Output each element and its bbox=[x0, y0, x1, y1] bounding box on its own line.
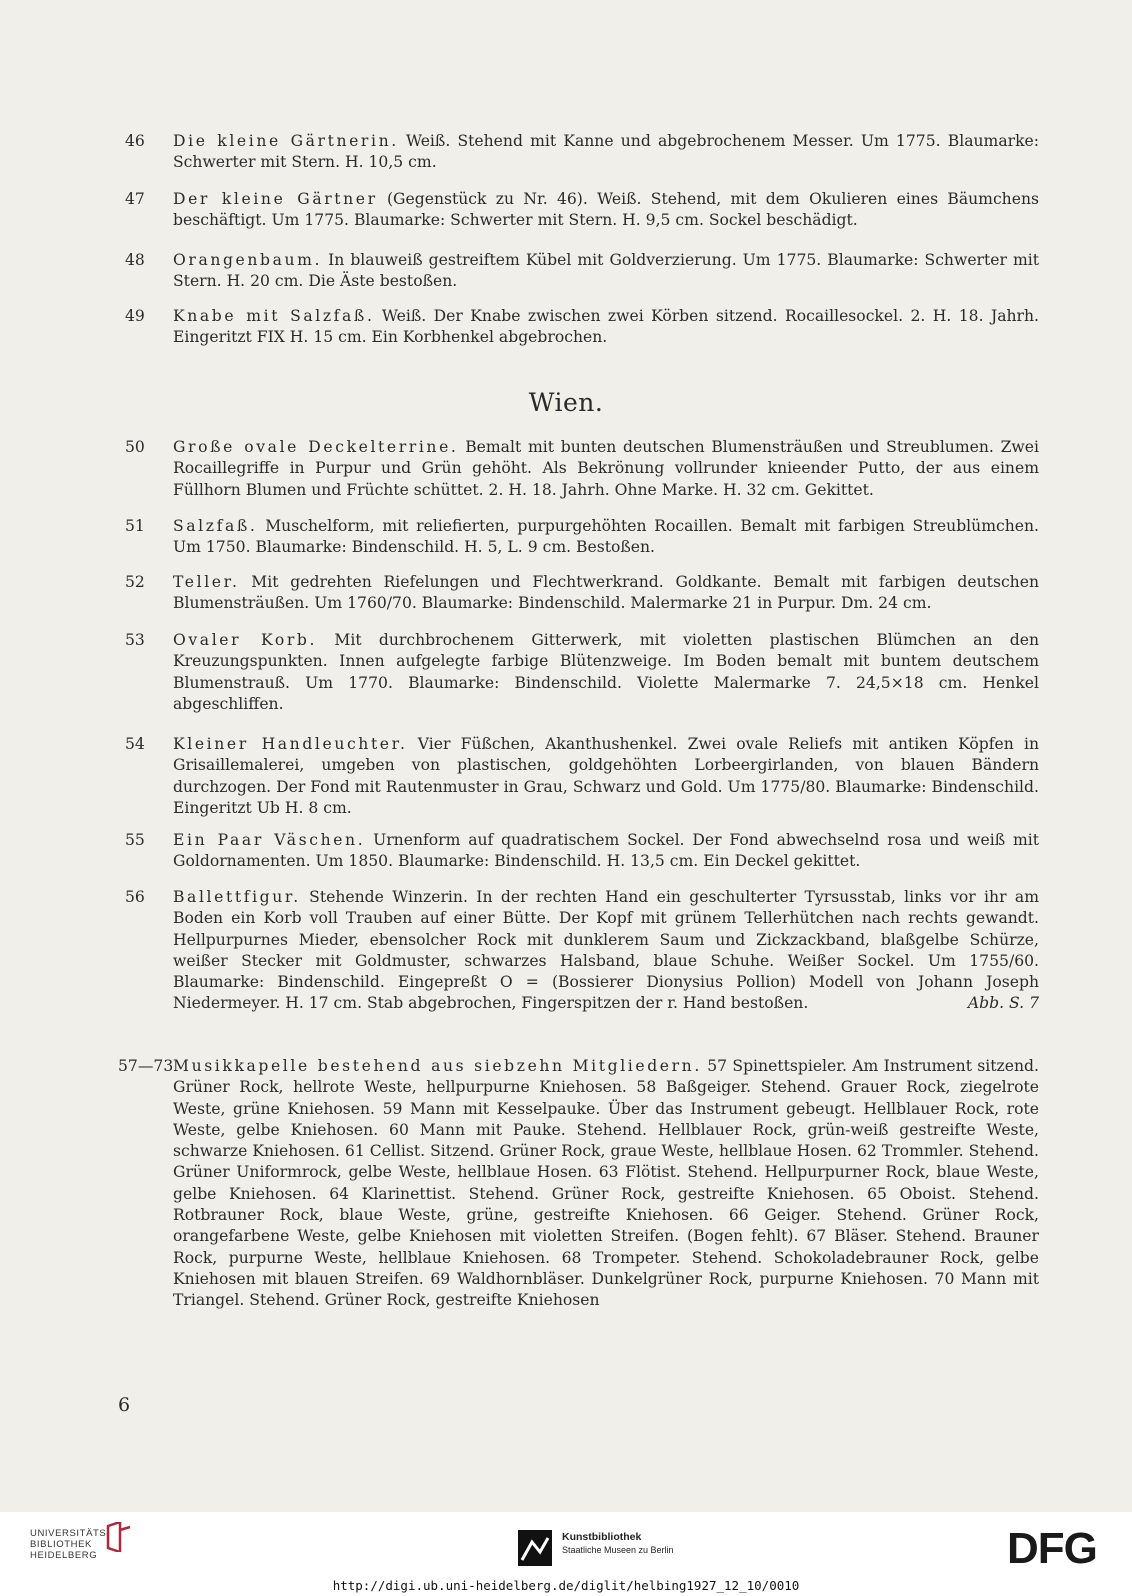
entry-title: Musikkapelle bestehend aus siebzehn Mitgliedern. bbox=[173, 1057, 702, 1075]
university-library-label bbox=[30, 1528, 110, 1561]
entry-number: 49 bbox=[125, 307, 145, 325]
entry-number: 50 bbox=[125, 438, 145, 456]
entry-description: Muschelform, mit reliefierten, purpurgehöhten Rocaillen. Bemalt mit farbigen Streublümchen. Um 1750. Blaumarke: Bindenschild. H. 5, L. 9 cm. Bestoßen. bbox=[173, 517, 1039, 557]
entry-number: 47 bbox=[125, 190, 145, 208]
university-line: HEIDELBERG bbox=[30, 1550, 98, 1561]
entry-number: 56 bbox=[125, 888, 145, 906]
entry-number: 46 bbox=[125, 132, 145, 150]
entry-text bbox=[173, 437, 1039, 501]
entry-text bbox=[173, 572, 1039, 615]
entry-number: 48 bbox=[125, 251, 145, 269]
entry-title: Ein Paar Väschen. bbox=[173, 831, 366, 849]
entry-description: Mit gedrehten Riefelungen und Flechtwerkrand. Goldkante. Bemalt mit farbigen deutschen Blumensträußen. Um 1760/70. Blaumarke: Bindenschild. Malermarke 21 in Purpur. Dm. 24 cm. bbox=[173, 573, 1039, 613]
university-line: UNIVERSITÄTS- bbox=[30, 1528, 111, 1539]
entry-text bbox=[173, 1056, 1039, 1312]
entry-text bbox=[173, 830, 1039, 873]
entry-description: 57 Spinettspieler. Am Instrument sitzend. Grüner Rock, hellrote Weste, hellpurpurne Kniehosen. 58 Baßgeiger. Stehend. Grauer Rock, ziegelrote Weste, grüne Kniehosen. 59 Mann mit Kesselpauke. Über das Instrument gebeugt. Hellblauer Rock, rote Weste, gelbe Kniehosen. 60 Mann mit Pauke. Stehend. Hellblauer Rock, grün-weiß gestreifte Weste, schwarze Kniehosen. 61 Cellist. Sitzend. Grüner Rock, graue Weste, hellblaue Hosen. 62 Trommler. Stehend. Grüner Uniformrock, gelbe Weste, hellblaue Hosen. 63 Flötist. Stehend. Hellpurpurner Rock, blaue Weste, gelbe Kniehosen. 64 Klarinettist. Stehend. Grüner Rock, gestreifte Kniehosen. 65 Oboist. Stehend. Rotbrauner Rock, blaue Weste, grüne, gestreifte Kniehosen. 66 Geiger. Stehend. Grüner Rock, orangefarbene Weste, gelbe Kniehosen mit violetten Streifen. (Bogen fehlt). 67 Bläser. Stehend. Brauner Rock, purpurne Weste, hellblaue Kniehosen. 68 Trompeter. Stehend. Schokoladebrauner Rock, gelbe Kniehosen mit blauen Streifen. 69 Waldhornbläser. Dunkelgrüner Rock, purpurne Kniehosen. 70 Mann mit Triangel. Stehend. Grüner Rock, gestreifte Kniehosen bbox=[173, 1057, 1039, 1310]
entry-number: 51 bbox=[125, 517, 145, 535]
kunstbibliothek-logo-icon bbox=[518, 1530, 552, 1566]
permalink-url[interactable]: http://digi.ub.uni-heidelberg.de/diglit/helbing1927_12_10/0010 bbox=[332, 1578, 800, 1593]
entry-text bbox=[173, 131, 1039, 174]
entry-text bbox=[173, 250, 1039, 293]
entry-title: Teller. bbox=[173, 573, 240, 591]
entry-title: Orangenbaum. bbox=[173, 251, 323, 269]
kunstbibliothek-label bbox=[562, 1531, 674, 1556]
library-title: Kunstbibliothek bbox=[562, 1531, 642, 1543]
entry-title: Ovaler Korb. bbox=[173, 631, 318, 649]
entry-title: Salzfaß. bbox=[173, 517, 258, 535]
library-subtitle: Staatliche Museen zu Berlin bbox=[562, 1545, 674, 1555]
entry-text bbox=[173, 734, 1039, 819]
university-line: BIBLIOTHEK bbox=[30, 1539, 92, 1550]
university-logo-icon bbox=[104, 1522, 132, 1552]
entry-description: Urnenform auf quadratischem Sockel. Der Fond abwechselnd rosa und weiß mit Goldornamenten. Um 1850. Blaumarke: Bindenschild. H. 13,5 cm. Ein Deckel gekittet. bbox=[173, 831, 1039, 871]
entry-title: Große ovale Deckelterrine. bbox=[173, 438, 459, 456]
entry-number: 53 bbox=[125, 631, 145, 649]
entry-title: Kleiner Handleuchter. bbox=[173, 735, 408, 753]
entry-title: Ballettfigur. bbox=[173, 888, 301, 906]
entry-description: (Gegenstück zu Nr. 46). Weiß. Stehend, mit dem Okulieren eines Bäumchens beschäftigt. Um 1775. Blaumarke: Schwerter mit Stern. H. 9,5 cm. Sockel beschädigt. bbox=[173, 190, 1039, 230]
illustration-reference: Abb. S. 7 bbox=[967, 994, 1039, 1013]
dfg-logo: DFG bbox=[1007, 1524, 1097, 1573]
entry-number: 55 bbox=[125, 831, 145, 849]
page-number: 6 bbox=[118, 1394, 131, 1416]
entry-description: Weiß. Der Knabe zwischen zwei Körben sitzend. Rocaillesockel. 2. H. 18. Jahrh. Eingeritzt FIX H. 15 cm. Ein Korbhenkel abgebrochen. bbox=[173, 307, 1039, 347]
entry-number: 54 bbox=[125, 735, 145, 753]
entry-description: Stehende Winzerin. In der rechten Hand ein geschulterter Tyrsusstab, links vor ihr am Boden ein Korb voll Trauben auf einer Bütte. Der Kopf mit grünem Tellerhütchen nach rechts gewandt. Hellpurpurnes Mieder, ebensolcher Rock mit dunklerem Saum und Zickzackband, blaßgelbe Schürze, weißer Stecker mit Goldmuster, schwarzes Halsband, blaue Schuhe. Weißer Sockel. Um 1755/60. Blaumarke: Bindenschild. Eingepreßt O = (Bossierer Dionysius Pollion) Modell von Johann Joseph Niedermeyer. H. 17 cm. Stab abgebrochen, Fingerspitzen der r. Hand bestoßen. bbox=[173, 888, 1039, 1013]
section-heading: Wien. bbox=[528, 388, 604, 417]
entry-description: Bemalt mit bunten deutschen Blumensträußen und Streublumen. Zwei Rocaillegriffe in Purpur und Grün gehöht. Als Bekrönung vollrunder knieender Putto, der aus einem Füllhorn Blumen und Früchte schüttet. 2. H. 18. Jahrh. Ohne Marke. H. 32 cm. Gekittet. bbox=[173, 438, 1039, 499]
entry-text bbox=[173, 887, 1039, 1015]
entry-description: Mit durchbrochenem Gitterwerk, mit violetten plastischen Blümchen an den Kreuzungspunkten. Innen aufgelegte farbige Blütenzweige. Im Boden bemalt mit buntem deutschem Blumenstrauß. Um 1770. Blaumarke: Bindenschild. Violette Malermarke 7. 24,5×18 cm. Henkel abgeschliffen. bbox=[173, 631, 1039, 713]
entry-title: Die kleine Gärtnerin. bbox=[173, 132, 399, 150]
entry-description: Weiß. Stehend mit Kanne und abgebrochenem Messer. Um 1775. Blaumarke: Schwerter mit Stern. H. 10,5 cm. bbox=[173, 132, 1040, 172]
entry-number: 52 bbox=[125, 573, 145, 591]
entry-description: Vier Füßchen, Akanthushenkel. Zwei ovale Reliefs mit antiken Köpfen in Grisaillemalerei, umgeben von plastischen, goldgehöhten Lorbeergirlanden, von blauen Bändern durchzogen. Der Fond mit Rautenmuster in Grau, Schwarz und Gold. Um 1775/80. Blaumarke: Bindenschild. Eingeritzt Ub H. 8 cm. bbox=[173, 735, 1039, 817]
entry-text bbox=[173, 189, 1039, 232]
entry-description: In blauweiß gestreiftem Kübel mit Goldverzierung. Um 1775. Blaumarke: Schwerter mit Stern. H. 20 cm. Die Äste bestoßen. bbox=[173, 251, 1039, 291]
entry-text bbox=[173, 306, 1039, 349]
entry-title: Knabe mit Salzfaß. bbox=[173, 307, 375, 325]
entry-text bbox=[173, 630, 1039, 715]
entry-title: Der kleine Gärtner bbox=[173, 190, 378, 208]
entry-number: 57—73 bbox=[118, 1057, 174, 1075]
entry-text bbox=[173, 516, 1039, 559]
